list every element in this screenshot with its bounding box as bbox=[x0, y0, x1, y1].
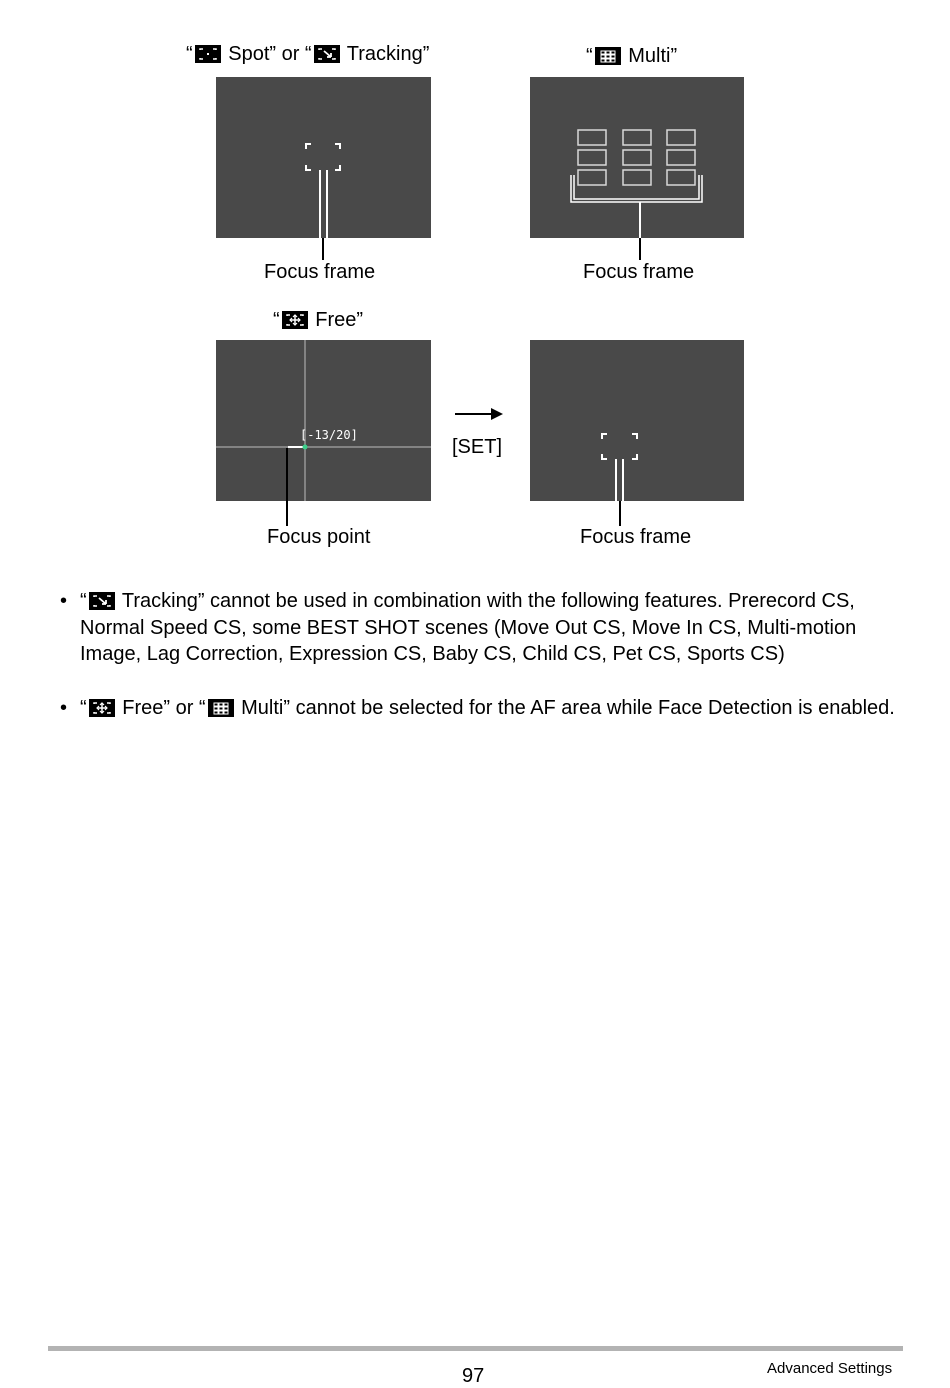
multi-icon bbox=[208, 699, 234, 717]
tracking-icon bbox=[314, 45, 340, 63]
multi-focus-frames bbox=[530, 77, 744, 238]
free-icon bbox=[282, 311, 308, 329]
spot-icon bbox=[195, 45, 221, 63]
note-2: “ Free” or “ Multi” cannot be selected for the AF area while Face Detection is enabled. bbox=[80, 697, 895, 719]
leader-line-free-after bbox=[619, 501, 621, 526]
free-icon bbox=[89, 699, 115, 717]
footer-rule bbox=[48, 1346, 903, 1351]
screen-spot bbox=[216, 77, 431, 238]
page-number: 97 bbox=[462, 1365, 485, 1387]
section-title: Advanced Settings bbox=[767, 1360, 893, 1377]
focus-frame-label-free: Focus frame bbox=[580, 526, 692, 548]
focus-frame-label-spot: Focus frame bbox=[264, 261, 376, 283]
screen-multi bbox=[530, 77, 744, 238]
caption-multi: “ Multi” bbox=[586, 45, 678, 67]
caption-spot-tracking: “ Spot” or “ Tracking” bbox=[186, 43, 430, 65]
leader-line-spot bbox=[322, 238, 324, 260]
free-crosshair bbox=[216, 340, 431, 501]
arrow-right-icon bbox=[455, 404, 505, 429]
note-1: “ Tracking” cannot be used in combination with the following features. Prerecord CS, Normal Speed CS, some BEST SHOT scenes (Move Out CS, Move In CS, Multi-motion Image, Lag Correction, Expression CS, Baby CS, Child CS, Pet CS, Sports CS) bbox=[80, 590, 857, 665]
free-focus-frame bbox=[530, 340, 744, 501]
note-bullet-1: • bbox=[60, 590, 68, 612]
note-bullet-2: • bbox=[60, 697, 68, 719]
coordinate-readout: [-13/20] bbox=[300, 428, 358, 442]
leader-line-free bbox=[286, 448, 288, 526]
set-button-label: [SET] bbox=[452, 436, 503, 458]
screen-free bbox=[216, 340, 431, 501]
focus-frame-label-multi: Focus frame bbox=[583, 261, 695, 283]
caption-free: “ Free” bbox=[273, 309, 364, 331]
spot-focus-frame bbox=[216, 77, 431, 238]
screen-free-after bbox=[530, 340, 744, 501]
focus-point-label: Focus point bbox=[267, 526, 371, 548]
multi-icon bbox=[595, 47, 621, 65]
focus-point-marker bbox=[303, 445, 308, 450]
tracking-icon bbox=[89, 592, 115, 610]
leader-line-multi bbox=[639, 238, 641, 260]
